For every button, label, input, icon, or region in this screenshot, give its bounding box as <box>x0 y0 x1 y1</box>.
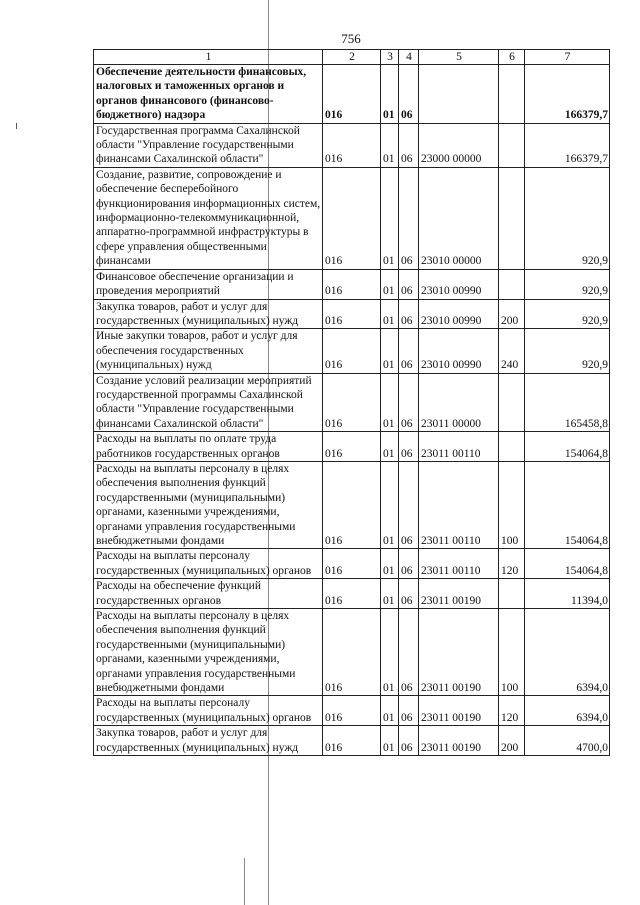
cell-target-article: 23011 00190 <box>419 609 499 696</box>
cell-section: 01 <box>381 432 399 462</box>
cell-target-article: 23000 00000 <box>419 123 499 167</box>
table-row <box>94 65 610 124</box>
cell-section: 01 <box>381 609 399 696</box>
cell-amount: 154064,8 <box>525 432 610 462</box>
cell-name: Расходы на выплаты персоналу государственных (муниципальных) органов <box>94 549 323 579</box>
cell-target-article: 23011 00190 <box>419 696 499 726</box>
header-col-5: 5 <box>419 50 499 65</box>
cell-subsection: 06 <box>399 329 419 373</box>
cell-department-code: 016 <box>323 461 381 548</box>
page-number: 756 <box>341 31 361 46</box>
cell-amount: 11394,0 <box>525 579 610 609</box>
table-header-row <box>94 50 610 65</box>
table-row <box>94 579 610 609</box>
cell-expense-type: 200 <box>499 299 525 329</box>
table-row <box>94 726 610 756</box>
cell-subsection: 06 <box>399 609 419 696</box>
cell-amount: 920,9 <box>525 329 610 373</box>
header-col-1: 1 <box>94 50 323 65</box>
cell-target-article <box>419 65 499 124</box>
cell-target-article: 23011 00190 <box>419 726 499 756</box>
scan-speck <box>16 123 17 129</box>
cell-name: Обеспечение деятельности финансовых, налоговых и таможенных органов и органов финансового (финансово-бюджетного) надзора <box>94 65 323 124</box>
cell-target-article: 23010 00990 <box>419 269 499 299</box>
cell-section: 01 <box>381 696 399 726</box>
cell-department-code: 016 <box>323 549 381 579</box>
cell-section: 01 <box>381 167 399 269</box>
table-row <box>94 609 610 696</box>
cell-subsection: 06 <box>399 549 419 579</box>
cell-target-article: 23010 00990 <box>419 299 499 329</box>
cell-section: 01 <box>381 579 399 609</box>
cell-subsection: 06 <box>399 269 419 299</box>
header-col-2: 2 <box>323 50 381 65</box>
cell-section: 01 <box>381 726 399 756</box>
cell-name: Расходы на выплаты персоналу в целях обеспечения выполнения функций государственными (муниципальными) органами, казенными учреждениями, органами управления государственными внебюджетными фондами <box>94 609 323 696</box>
cell-name: Создание условий реализации мероприятий государственной программы Сахалинской области "Управление государственными финансами Сахалинской области" <box>94 373 323 432</box>
cell-section: 01 <box>381 123 399 167</box>
cell-subsection: 06 <box>399 373 419 432</box>
table-row <box>94 123 610 167</box>
cell-amount: 6394,0 <box>525 696 610 726</box>
cell-section: 01 <box>381 269 399 299</box>
table-row <box>94 329 610 373</box>
cell-amount: 920,9 <box>525 269 610 299</box>
cell-subsection: 06 <box>399 726 419 756</box>
table-row <box>94 432 610 462</box>
cell-expense-type <box>499 65 525 124</box>
cell-expense-type <box>499 123 525 167</box>
cell-department-code: 016 <box>323 696 381 726</box>
cell-amount: 6394,0 <box>525 609 610 696</box>
cell-department-code: 016 <box>323 299 381 329</box>
cell-subsection: 06 <box>399 65 419 124</box>
cell-expense-type: 200 <box>499 726 525 756</box>
header-col-3: 3 <box>381 50 399 65</box>
cell-subsection: 06 <box>399 461 419 548</box>
cell-target-article: 23011 00110 <box>419 461 499 548</box>
cell-department-code: 016 <box>323 579 381 609</box>
cell-expense-type <box>499 579 525 609</box>
cell-expense-type: 100 <box>499 461 525 548</box>
cell-subsection: 06 <box>399 123 419 167</box>
cell-section: 01 <box>381 461 399 548</box>
cell-department-code: 016 <box>323 123 381 167</box>
cell-expense-type: 120 <box>499 549 525 579</box>
cell-subsection: 06 <box>399 299 419 329</box>
cell-amount: 154064,8 <box>525 461 610 548</box>
cell-expense-type <box>499 432 525 462</box>
header-col-4: 4 <box>399 50 419 65</box>
cell-subsection: 06 <box>399 167 419 269</box>
cell-section: 01 <box>381 549 399 579</box>
cell-department-code: 016 <box>323 269 381 299</box>
cell-expense-type <box>499 269 525 299</box>
budget-table <box>93 49 610 756</box>
table-row <box>94 167 610 269</box>
cell-amount: 166379,7 <box>525 123 610 167</box>
cell-section: 01 <box>381 65 399 124</box>
cell-subsection: 06 <box>399 432 419 462</box>
cell-name: Государственная программа Сахалинской области "Управление государственными финансами Сахалинской области" <box>94 123 323 167</box>
cell-department-code: 016 <box>323 373 381 432</box>
cell-expense-type: 100 <box>499 609 525 696</box>
cell-expense-type <box>499 167 525 269</box>
cell-name: Расходы на обеспечение функций государственных органов <box>94 579 323 609</box>
cell-section: 01 <box>381 299 399 329</box>
cell-expense-type: 240 <box>499 329 525 373</box>
cell-target-article: 23011 00190 <box>419 579 499 609</box>
scan-fold-line-bottom <box>244 858 245 905</box>
cell-target-article: 23011 00110 <box>419 549 499 579</box>
cell-name: Закупка товаров, работ и услуг для государственных (муниципальных) нужд <box>94 726 323 756</box>
table-row <box>94 549 610 579</box>
cell-target-article: 23010 00000 <box>419 167 499 269</box>
cell-target-article: 23011 00110 <box>419 432 499 462</box>
cell-department-code: 016 <box>323 329 381 373</box>
cell-expense-type <box>499 373 525 432</box>
table-row <box>94 461 610 548</box>
cell-name: Расходы на выплаты персоналу в целях обеспечения выполнения функций государственными (муниципальными) органами, казенными учреждениями, органами управления государственными внебюджетными фондами <box>94 461 323 548</box>
cell-amount: 4700,0 <box>525 726 610 756</box>
header-col-7: 7 <box>525 50 610 65</box>
cell-amount: 165458,8 <box>525 373 610 432</box>
cell-department-code: 016 <box>323 432 381 462</box>
cell-expense-type: 120 <box>499 696 525 726</box>
table-row <box>94 269 610 299</box>
cell-department-code: 016 <box>323 167 381 269</box>
table-row <box>94 696 610 726</box>
cell-name: Расходы на выплаты по оплате труда работников государственных органов <box>94 432 323 462</box>
cell-department-code: 016 <box>323 609 381 696</box>
cell-subsection: 06 <box>399 579 419 609</box>
header-col-6: 6 <box>499 50 525 65</box>
table-row <box>94 299 610 329</box>
cell-amount: 920,9 <box>525 167 610 269</box>
cell-amount: 154064,8 <box>525 549 610 579</box>
cell-name: Создание, развитие, сопровождение и обеспечение бесперебойного функционирования информационных систем, информационно-телекоммуникационной, аппаратно-программной инфраструктуры в сфере управления общественными финансами <box>94 167 323 269</box>
table-row <box>94 373 610 432</box>
cell-subsection: 06 <box>399 696 419 726</box>
cell-name: Иные закупки товаров, работ и услуг для обеспечения государственных (муниципальных) нужд <box>94 329 323 373</box>
cell-department-code: 016 <box>323 726 381 756</box>
cell-section: 01 <box>381 329 399 373</box>
cell-amount: 920,9 <box>525 299 610 329</box>
cell-target-article: 23011 00000 <box>419 373 499 432</box>
cell-section: 01 <box>381 373 399 432</box>
cell-name: Финансовое обеспечение организации и проведения мероприятий <box>94 269 323 299</box>
cell-name: Расходы на выплаты персоналу государственных (муниципальных) органов <box>94 696 323 726</box>
cell-name: Закупка товаров, работ и услуг для государственных (муниципальных) нужд <box>94 299 323 329</box>
cell-amount: 166379,7 <box>525 65 610 124</box>
cell-target-article: 23010 00990 <box>419 329 499 373</box>
cell-department-code: 016 <box>323 65 381 124</box>
